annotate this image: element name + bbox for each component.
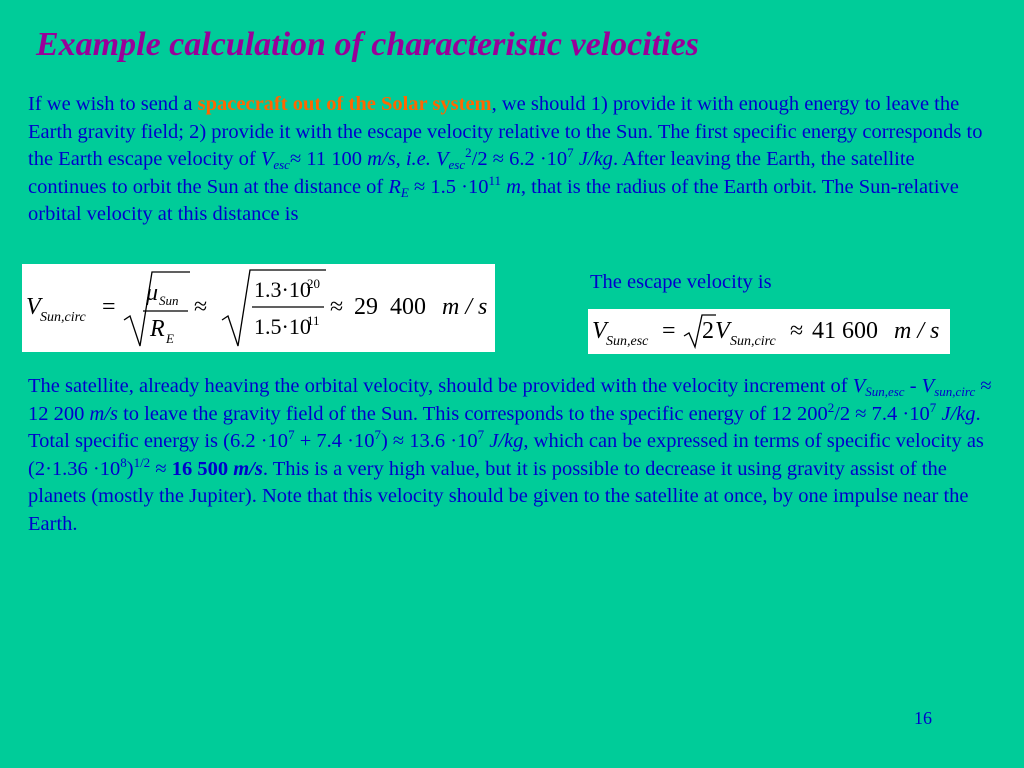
result-value: 29 400 [354,294,426,320]
superscript: 1/2 [133,454,151,470]
mu-symbol: μ [146,280,159,306]
abbreviation: i.e. [405,148,431,170]
subscript: sun,circ [934,384,976,399]
result-unit: m / s [442,294,488,320]
escape-velocity-label: The escape velocity is [590,271,772,293]
text: , we should 1) provide it with enough energy to leave the Earth gravity field; 2) provide it with the escape velocity relative to the Sun. The first specific energy corresponds to the Earth escape velocity of [28,93,983,170]
unit: m/s [89,402,118,425]
symbol: V [852,375,866,397]
text: + 7.4 ·10 [294,430,375,452]
formula-circular-velocity-svg [22,264,495,352]
text: ≈ 11 100 [289,148,368,170]
text: ≈ 1.5 ·10 [408,175,489,198]
text: , [395,148,406,170]
formula-circular-velocity [22,264,495,352]
bold-value: 16 500 [171,457,234,480]
numerator-exponent: 20 [307,276,320,291]
subscript: E [400,184,409,200]
symbol: V [921,375,935,397]
superscript: 7 [567,145,574,160]
superscript: 11 [488,172,501,188]
text: . After leaving the Earth, the satellite continues to orbit the Sun at the distance of [28,148,915,198]
equals-sign: = [662,318,676,344]
equals-sign: = [102,294,116,320]
mu-sub: Sun [159,293,179,308]
symbol: V [260,148,274,170]
page-number: 16 [914,708,932,728]
formula-lhs-sub: Sun,circ [40,310,86,325]
superscript: 2 [827,399,835,415]
text: , that is the radius of the Earth orbit. The Sun-relative orbital velocity at this distance is [28,175,959,225]
text: /2 ≈ 6.2 ·10 [471,148,568,170]
text: ≈ [150,457,172,480]
bold-unit: m/s [233,457,263,480]
radius-symbol: R [150,316,165,342]
superscript: 7 [374,427,381,442]
text: The satellite, already heaving the orbital velocity, should be provided with the velocity increment of [28,375,853,397]
highlight-phrase: spacecraft out of the Solar system [197,93,492,115]
approx-sign-2: ≈ [330,294,344,320]
subscript: Sun,esc [865,384,905,399]
approx-sign: ≈ [790,318,804,344]
symbol: V [435,148,449,170]
superscript: 8 [120,454,127,470]
radius-sub: E [166,331,174,346]
text: . Total specific energy is (6.2 ·10 [28,402,981,452]
approx-sign-1: ≈ [194,294,208,320]
text: ) [126,457,134,480]
sqrt-two: 2 [702,318,714,344]
unit: J/kg [941,402,976,425]
text: . This is a very high value, but it is possible to decrease it using gravity assist of the planets (mostly the Jupiter). Note that this velocity should be given to the satellite at once, by one impulse near the Earth. [28,457,969,535]
text: , which can be expressed in terms of specific velocity as (2·1.36 ·10 [28,430,984,480]
result-value: 41 600 [812,318,878,344]
text: to leave the gravity field of the Sun. This corresponds to the specific energy of 12 200 [117,402,828,425]
unit: J/kg [489,430,524,452]
formula-escape-velocity [588,309,950,354]
text: ) ≈ 13.6 ·10 [380,430,478,452]
text: ≈ 12 200 [28,375,992,425]
unit: J/kg [578,148,613,170]
text: /2 ≈ 7.4 ·10 [834,402,930,425]
superscript: 7 [477,427,485,442]
formula-lhs: V [26,294,41,320]
result-unit: m / s [894,318,940,344]
unit: m/s [367,148,396,170]
subscript: esc [273,157,290,172]
paragraph-intro [28,91,998,229]
superscript: 7 [288,427,295,442]
velocity-symbol: V [715,318,730,344]
subscript: esc [448,157,466,172]
velocity-sub: Sun,circ [730,334,776,349]
symbol: R [388,175,401,198]
unit: m [506,175,521,198]
paragraph-conclusion [28,373,998,538]
slide-title: Example calculation of characteristic velocities [36,26,699,63]
formula-lhs: V [592,318,607,344]
text: If we wish to send a [28,93,198,115]
text: - [904,375,922,397]
formula-lhs-sub: Sun,esc [606,334,649,349]
superscript: 2 [465,145,472,160]
superscript: 7 [929,399,937,415]
denominator: 1.5·10 [254,314,311,339]
denominator-exponent: 11 [307,313,320,328]
formula-escape-velocity-svg [588,309,950,354]
numerator: 1.3·10 [254,277,311,302]
